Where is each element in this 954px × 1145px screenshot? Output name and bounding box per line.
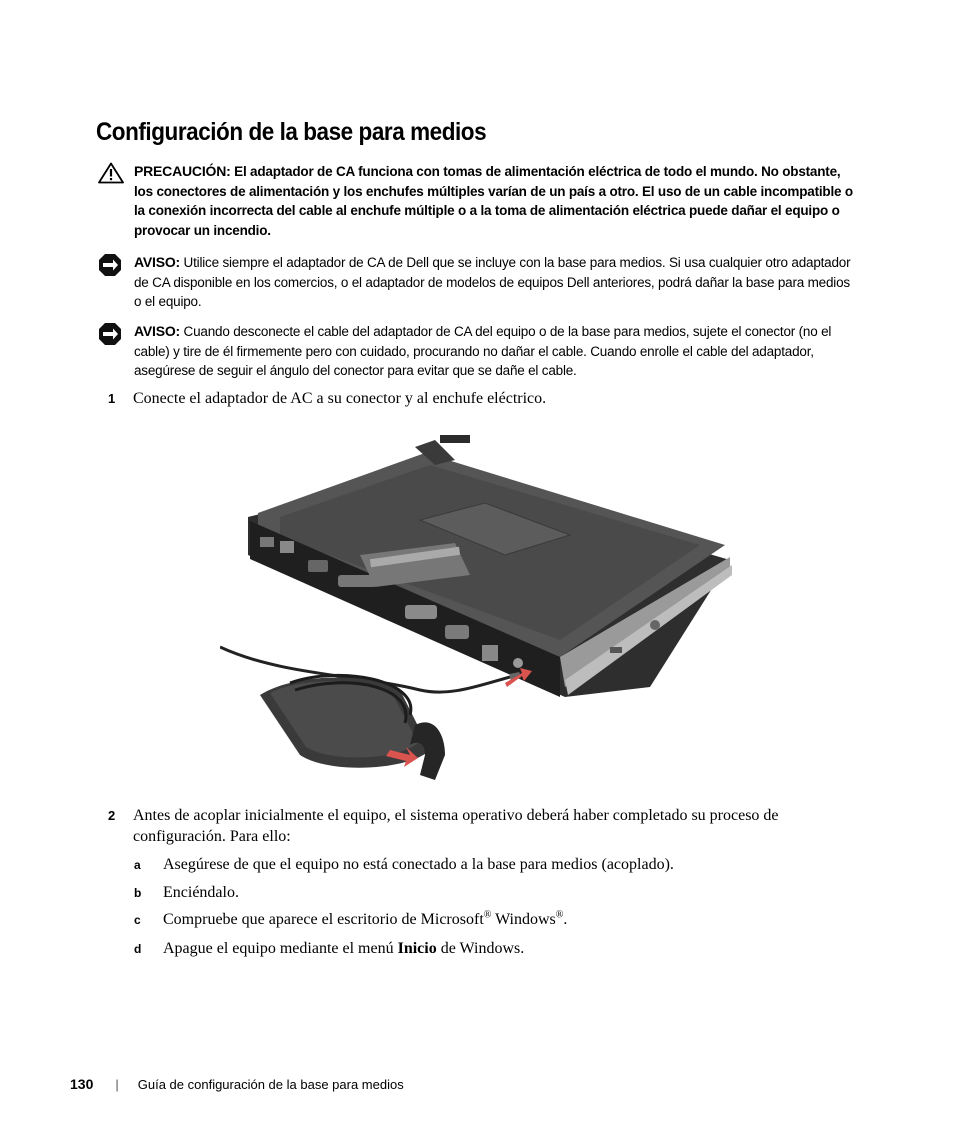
substep-c-pre: Compruebe que aparece el escritorio de Microsoft bbox=[163, 911, 484, 928]
notice-2-body: Cuando desconecte el cable del adaptador de CA del equipo o de la base para medios, sujete el conector (no el cable) y tire de él firmemente pero con cuidado, procurando no dañar el cable. Cuando enrolle el cable del adaptador, asegúrese de seguir el ángulo del conector para evitar que se dañe el cable. bbox=[134, 324, 832, 379]
notice-2-text bbox=[134, 322, 860, 381]
step-1-number: 1 bbox=[108, 391, 116, 406]
notice-1-body: Utilice siempre el adaptador de CA de Dell que se incluye con la base para medios. Si usa cualquier otro adaptador de CA disponible en los comercios, o el adaptador de modelos de equipos Dell anteriores, podrá dañar la base para medios o el equipo. bbox=[134, 255, 851, 310]
registered-mark: ® bbox=[555, 909, 564, 921]
page-title: Configuración de la base para medios bbox=[96, 118, 487, 146]
substep-a-letter: a bbox=[134, 858, 141, 872]
footer-title: Guía de configuración de la base para medios bbox=[137, 1077, 404, 1092]
step-2 bbox=[108, 805, 868, 847]
substep-d bbox=[134, 938, 834, 959]
page-footer bbox=[70, 1076, 404, 1092]
media-base-illustration bbox=[220, 425, 740, 795]
caution-label: PRECAUCIÓN: bbox=[134, 163, 231, 179]
substep-d-text bbox=[163, 938, 834, 959]
notice-1-label: AVISO: bbox=[134, 254, 180, 270]
registered-mark: ® bbox=[483, 909, 492, 921]
notice-octagon-icon bbox=[98, 253, 122, 282]
caution-text bbox=[134, 162, 860, 240]
caution-notice bbox=[98, 162, 860, 240]
notice-2 bbox=[98, 322, 860, 381]
notice-2-label: AVISO: bbox=[134, 323, 180, 339]
substep-d-pre: Apague el equipo mediante el menú bbox=[163, 940, 398, 957]
notice-1 bbox=[98, 253, 860, 312]
substep-b-text: Enciéndalo. bbox=[163, 884, 239, 901]
substep-c-mid: Windows bbox=[491, 911, 556, 928]
substep-c-text bbox=[163, 909, 834, 930]
substep-b bbox=[134, 882, 834, 903]
substep-a bbox=[134, 854, 834, 875]
page-number: 130 bbox=[70, 1076, 94, 1092]
step-1 bbox=[108, 388, 868, 409]
notice-1-text bbox=[134, 253, 860, 312]
substep-d-post: de Windows. bbox=[436, 940, 525, 957]
step-1-text: Conecte el adaptador de AC a su conector y al enchufe eléctrico. bbox=[133, 390, 547, 407]
substep-c bbox=[134, 909, 834, 930]
warning-triangle-icon bbox=[98, 162, 124, 189]
step-2-number: 2 bbox=[108, 808, 116, 823]
substep-a-text: Asegúrese de que el equipo no está conectado a la base para medios (acoplado). bbox=[163, 856, 674, 873]
substep-c-post: . bbox=[563, 911, 568, 928]
substep-b-letter: b bbox=[134, 886, 142, 900]
substep-c-letter: c bbox=[134, 913, 141, 927]
substep-d-letter: d bbox=[134, 942, 142, 956]
inicio-menu-name: Inicio bbox=[397, 940, 437, 957]
notice-octagon-icon bbox=[98, 322, 122, 351]
step-2-text: Antes de acoplar inicialmente el equipo, el sistema operativo deberá haber completado su proceso de configuración. Para ello: bbox=[133, 807, 779, 845]
footer-separator: | bbox=[115, 1077, 119, 1092]
caution-body: El adaptador de CA funciona con tomas de alimentación eléctrica de todo el mundo. No obstante, los conectores de alimentación y los enchufes múltiples varían de un país a otro. El uso de un cable incompatible o la conexión incorrecta del cable al enchufe múltiple o a la toma de alimentación eléctrica puede dañar el equipo o provocar un incendio. bbox=[134, 164, 853, 238]
